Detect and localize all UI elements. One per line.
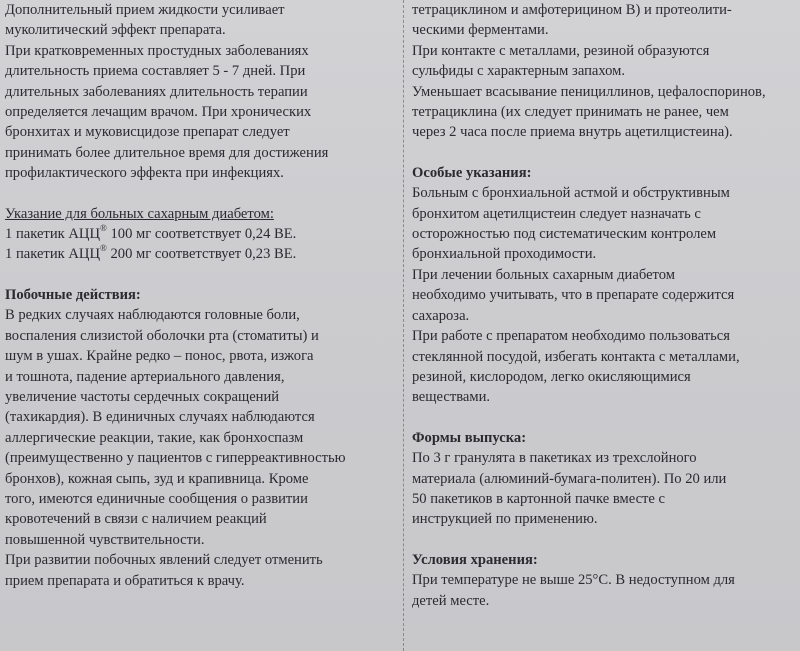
text-line: бронхиальной проходимости. <box>412 246 597 263</box>
text-line: Уменьшает всасывание пенициллинов, цефалоспоринов, <box>412 83 766 100</box>
text-line: При температуре не выше 25°С. В недоступном для <box>412 572 735 589</box>
text-line: длительность приема составляет 5 - 7 дней. При <box>5 63 306 80</box>
special-instructions-heading: Особые указания: <box>412 164 532 181</box>
text-line: сульфиды с характерным запахом. <box>412 63 626 80</box>
spacer <box>412 408 800 428</box>
text-line: (преимущественно у пациентов с гиперреактивностью <box>5 450 346 467</box>
text-line: аллергические реакции, такие, как бронхоспазм <box>5 429 304 446</box>
text-line: При лечении больных сахарным диабетом <box>412 266 675 283</box>
side-effects-section <box>5 285 395 591</box>
diabetes-dose-200 <box>5 244 395 264</box>
text-line: необходимо учитывать, что в препарате содержится <box>412 287 735 304</box>
text-line: стеклянной посудой, избегать контакта с металлами, <box>412 348 740 365</box>
text-line: бронхитом ацетилцистеин следует назначать с <box>412 205 701 222</box>
spacer <box>412 530 800 550</box>
text-line: муколитический эффект препарата. <box>5 22 226 39</box>
diabetes-note <box>5 204 395 265</box>
text-line: прием препарата и обратиться к врачу. <box>5 572 245 589</box>
text-line: и тошнота, падение артериального давления, <box>5 368 285 385</box>
text-line: 50 пакетиков в картонной пачке вместе с <box>412 490 666 507</box>
text-line: повышенной чувствительности. <box>5 531 205 548</box>
text-line: (тахикардия). В единичных случаях наблюдаются <box>5 409 315 426</box>
text-line: бронхов), кожная сыпь, зуд и крапивница. Кроме <box>5 470 309 487</box>
text-line: через 2 часа после приема внутрь ацетилцистеина). <box>412 124 733 141</box>
text-line: веществами. <box>412 389 491 406</box>
release-forms-heading: Формы выпуска: <box>412 429 527 446</box>
text-line: резиной, кислородом, легко окисляющимися <box>412 368 691 385</box>
spacer <box>5 184 395 204</box>
text-line: бронхитах и муковисцидозе препарат следует <box>5 124 290 141</box>
text-line: тетрациклина (их следует принимать не ранее, чем <box>412 104 729 121</box>
storage-heading: Условия хранения: <box>412 551 538 568</box>
side-effects-heading: Побочные действия: <box>5 286 141 303</box>
dose-text: 200 мг соответствует 0,23 ВЕ. <box>106 246 297 263</box>
text-line: определяется лечащим врачом. При хронических <box>5 104 312 121</box>
text-line: тетрациклином и амфотерицином В) и протеолити- <box>412 2 732 18</box>
intro-paragraph <box>5 0 395 184</box>
left-column <box>5 0 395 651</box>
text-line: При кратковременных простудных заболеваниях <box>5 42 309 59</box>
text-line: При работе с препаратом необходимо пользоваться <box>412 328 730 345</box>
special-instructions-section <box>412 163 800 408</box>
right-column <box>412 0 800 651</box>
text-line: осторожностью под систематическим контролем <box>412 226 717 243</box>
text-line: увеличение частоты сердечных сокращений <box>5 388 280 405</box>
dose-text: 1 пакетик АЦЦ <box>5 226 100 243</box>
text-line: При контакте с металлами, резиной образуются <box>412 42 710 59</box>
text-line: профилактического эффекта при инфекциях. <box>5 165 284 182</box>
text-line: сахароза. <box>412 307 470 324</box>
text-line: кровотечений в связи с наличием реакций <box>5 511 267 528</box>
registered-mark: ® <box>99 243 107 254</box>
dose-text: 100 мг соответствует 0,24 ВЕ. <box>106 226 297 243</box>
release-forms-section <box>412 428 800 530</box>
text-line: воспаления слизистой оболочки рта (стоматиты) и <box>5 327 319 344</box>
text-line: того, имеются единичные сообщения о развитии <box>5 490 308 507</box>
spacer <box>5 265 395 285</box>
text-line: При развитии побочных явлений следует отменить <box>5 552 323 569</box>
spacer <box>412 143 800 163</box>
text-line: По 3 г гранулята в пакетиках из трехслойного <box>412 450 697 467</box>
text-line: инструкцией по применению. <box>412 511 598 528</box>
storage-section <box>412 550 800 611</box>
text-line: детей месте. <box>412 592 490 609</box>
text-line: В редких случаях наблюдаются головные боли, <box>5 307 300 324</box>
interactions-continued <box>412 0 800 143</box>
diabetes-dose-100 <box>5 224 395 244</box>
text-line: длительных заболеваниях длительность терапии <box>5 83 308 100</box>
dose-text: 1 пакетик АЦЦ <box>5 246 100 263</box>
column-divider <box>403 0 404 651</box>
text-line: Дополнительный прием жидкости усиливает <box>5 2 285 18</box>
text-line: ческими ферментами. <box>412 22 549 39</box>
text-line: принимать более длительное время для достижения <box>5 144 329 161</box>
diabetes-heading: Указание для больных сахарным диабетом: <box>5 205 274 222</box>
text-line: шум в ушах. Крайне редко – понос, рвота, изжога <box>5 348 314 365</box>
registered-mark: ® <box>99 223 107 234</box>
text-line: Больным с бронхиальной астмой и обструктивным <box>412 185 730 202</box>
text-line: материала (алюминий-бумага-политен). По 20 или <box>412 470 727 487</box>
